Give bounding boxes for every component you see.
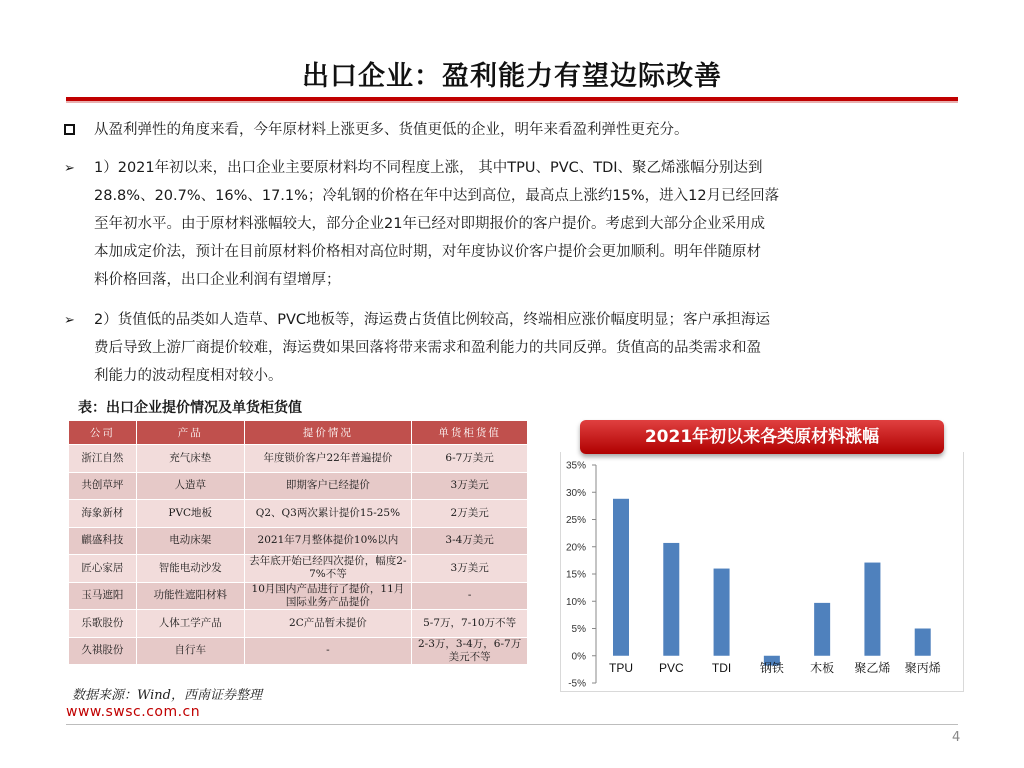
bullet-line: 1）2021年初以来，出口企业主要原材料均不同程度上涨， 其中TPU、PVC、TDI、聚乙烯涨幅分别达到 (94, 160, 763, 176)
arrow-bullet-icon: ➢ (64, 313, 75, 328)
table-cell: 5-7万，7-10万不等 (412, 610, 528, 638)
table-cell: 3万美元 (412, 472, 528, 500)
x-tick-label: 钢铁 (759, 660, 784, 675)
bar-2 (714, 569, 730, 656)
chart-container (560, 412, 964, 692)
y-tick-label: 30% (565, 487, 586, 499)
bar-0 (613, 499, 629, 656)
table-row (69, 610, 528, 638)
table-cell: 智能电动沙发 (136, 555, 244, 583)
bullet-line: 费后导致上游厂商提价较难，海运费如果回落将带来需求和盈利能力的共同反弹。货值高的品类需求和盈 (94, 340, 761, 356)
table-cell: 去年底开始已经四次提价，幅度2-7%不等 (244, 555, 412, 583)
table-cell: 年度锁价客户22年普遍提价 (244, 445, 412, 473)
table-header-cell: 公司 (69, 421, 137, 445)
table-row (69, 472, 528, 500)
x-tick-label: 聚乙烯 (854, 660, 891, 675)
table-cell: 人造草 (136, 472, 244, 500)
table-cell: - (412, 582, 528, 610)
y-tick-label: 0% (571, 651, 586, 663)
table-cell: 久祺股份 (69, 637, 137, 665)
table-header-cell: 单货柜货值 (412, 421, 528, 445)
table-header-cell: 产品 (136, 421, 244, 445)
bar-4 (814, 603, 830, 656)
table-cell: 2021年7月整体提价10%以内 (244, 527, 412, 555)
table-cell: 10月国内产品进行了提价，11月国际业务产品提价 (244, 582, 412, 610)
bullet-text: 从盈利弹性的角度来看，今年原材料上涨更多、货值更低的企业，明年来看盈利弹性更充分。 (94, 122, 689, 138)
table-cell: Q2、Q3两次累计提价15-25% (244, 500, 412, 528)
x-tick-label: TPU (609, 660, 633, 675)
table-title: 表：出口企业提价情况及单货柜货值 (78, 400, 302, 416)
table-cell: 人体工学产品 (136, 610, 244, 638)
footer-divider (66, 724, 958, 725)
y-tick-label: 35% (565, 460, 586, 472)
table-row (69, 555, 528, 583)
price-table (68, 420, 528, 665)
table-cell: 自行车 (136, 637, 244, 665)
chart-title: 2021年初以来各类原材料涨幅 (580, 420, 944, 454)
table-cell: 浙江自然 (69, 445, 137, 473)
table-row (69, 637, 528, 665)
bar-5 (864, 563, 880, 656)
x-tick-label: 木板 (810, 660, 835, 675)
table-cell: 6-7万美元 (412, 445, 528, 473)
bullet-line: 本加成定价法，预计在目前原材料价格相对高位时期，对年度协议价客户提价会更加顺利。明年伴随原材 (94, 244, 761, 260)
y-tick-label: 5% (571, 624, 586, 635)
x-tick-label: TDI (711, 660, 732, 675)
table-cell: 共创草坪 (69, 472, 137, 500)
arrow-bullet-icon: ➢ (64, 161, 75, 176)
table-cell: 玉马遮阳 (69, 582, 137, 610)
table-cell: 2万美元 (412, 500, 528, 528)
table-cell: 即期客户已经提价 (244, 472, 412, 500)
bullet-line: 至年初水平。由于原材料涨幅较大，部分企业21年已经对即期报价的客户提价。考虑到大部分企业采用成 (94, 216, 765, 232)
table-cell: PVC地板 (136, 500, 244, 528)
table-cell: 功能性遮阳材料 (136, 582, 244, 610)
table-header-cell: 提价情况 (244, 421, 412, 445)
table-cell: 海象新材 (69, 500, 137, 528)
bullet-line: 2）货值低的品类如人造草、PVC地板等，海运费占货值比例较高，终端相应涨价幅度明显；客户承担海运 (94, 312, 771, 328)
y-tick-label: -5% (568, 678, 586, 690)
table-header-row (69, 421, 528, 445)
table-row (69, 582, 528, 610)
y-tick-label: 25% (565, 515, 586, 526)
table-cell: 2-3万，3-4万，6-7万美元不等 (412, 637, 528, 665)
table-row (69, 527, 528, 555)
table-cell: - (244, 637, 412, 665)
x-tick-label: PVC (658, 660, 684, 675)
table-row (69, 500, 528, 528)
table-cell: 电动床架 (136, 527, 244, 555)
title-divider (66, 97, 958, 103)
table-cell: 2C产品暂未提价 (244, 610, 412, 638)
table-cell: 3万美元 (412, 555, 528, 583)
table-row (69, 445, 528, 473)
table-cell: 匠心家居 (69, 555, 137, 583)
table-cell: 充气床垫 (136, 445, 244, 473)
table-cell: 乐歌股份 (69, 610, 137, 638)
y-tick-label: 10% (565, 596, 586, 608)
x-tick-label: 聚丙烯 (904, 660, 941, 675)
bullet-line: 料价格回落，出口企业利润有望增厚； (94, 272, 341, 288)
raw-material-chart (560, 412, 964, 692)
table-cell: 麒盛科技 (69, 527, 137, 555)
bar-1 (663, 543, 679, 656)
bar-6 (915, 629, 931, 656)
data-source: 数据来源：Wind，西南证券整理 (72, 688, 262, 703)
page-title: 出口企业：盈利能力有望边际改善 (302, 61, 722, 92)
page-number: 4 (952, 730, 961, 745)
y-tick-label: 20% (565, 542, 586, 554)
table-cell: 3-4万美元 (412, 527, 528, 555)
website-link[interactable]: www.swsc.com.cn (66, 704, 201, 720)
bullet-line: 利能力的波动程度相对较小。 (94, 368, 283, 384)
square-bullet-icon (64, 124, 75, 135)
y-tick-label: 15% (565, 569, 586, 581)
bullet-line: 28.8%、20.7%、16%、17.1%；冷轧钢的价格在年中达到高位，最高点上涨约15%，进入12月已经回落 (94, 188, 780, 204)
